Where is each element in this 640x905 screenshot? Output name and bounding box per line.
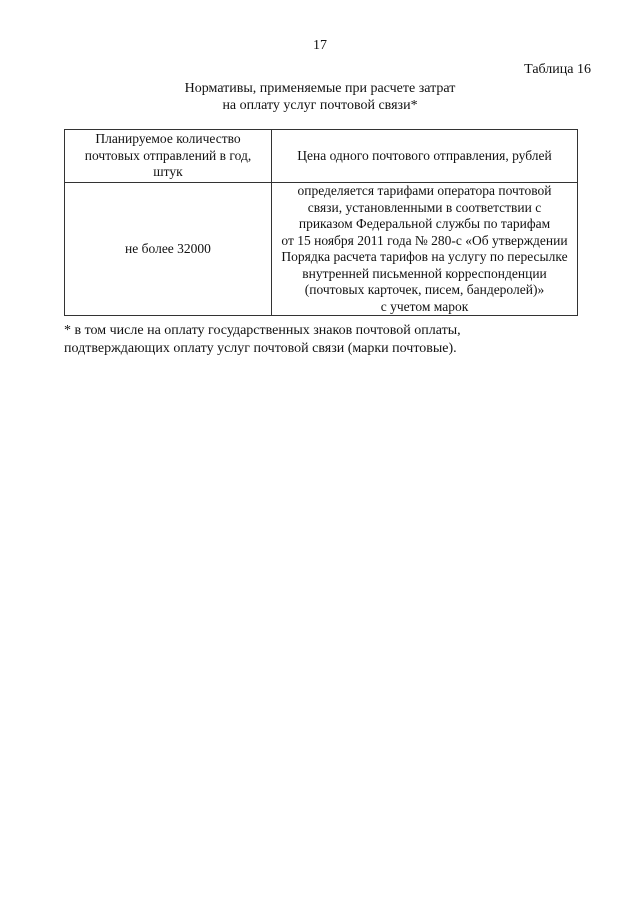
price-line: (почтовых карточек, писем, бандеролей)» [304,282,545,297]
footnote [64,322,584,358]
header-quantity: Планируемое количество почтовых отправлений в год, штук [65,130,272,183]
footnote-line-2: подтверждающих оплату услуг почтовой связи (марки почтовые). [64,341,457,356]
price-line: внутренней письменной корреспонденции [302,265,547,281]
price-line: от 15 ноября 2011 года № 280-с «Об утверждении [281,232,568,248]
table-row [65,183,578,316]
price-line: приказом Федеральной службы по тарифам [298,216,551,231]
table-label: Таблица 16 [524,62,591,77]
price-line: связи, установленными в соответствии с [307,199,542,215]
table-header-row [65,130,578,183]
footnote-line-1: * в том числе на оплату государственных знаков почтовой оплаты, [64,323,461,338]
table-title-line-2: на оплату услуг почтовой связи* [222,98,418,113]
page-number: 17 [313,38,327,53]
cell-price [272,183,578,316]
price-line: определяется тарифами оператора почтовой [297,183,552,198]
header-price: Цена одного почтового отправления, рублей [272,130,578,183]
cell-quantity: не более 32000 [65,183,272,316]
price-line: Порядка расчета тарифов на услугу по пересылке [281,249,568,264]
table-title [0,80,640,114]
table-title-line-1: Нормативы, применяемые при расчете затрат [184,81,456,96]
price-line: с учетом марок [380,298,469,314]
postal-norms-table [64,129,578,316]
